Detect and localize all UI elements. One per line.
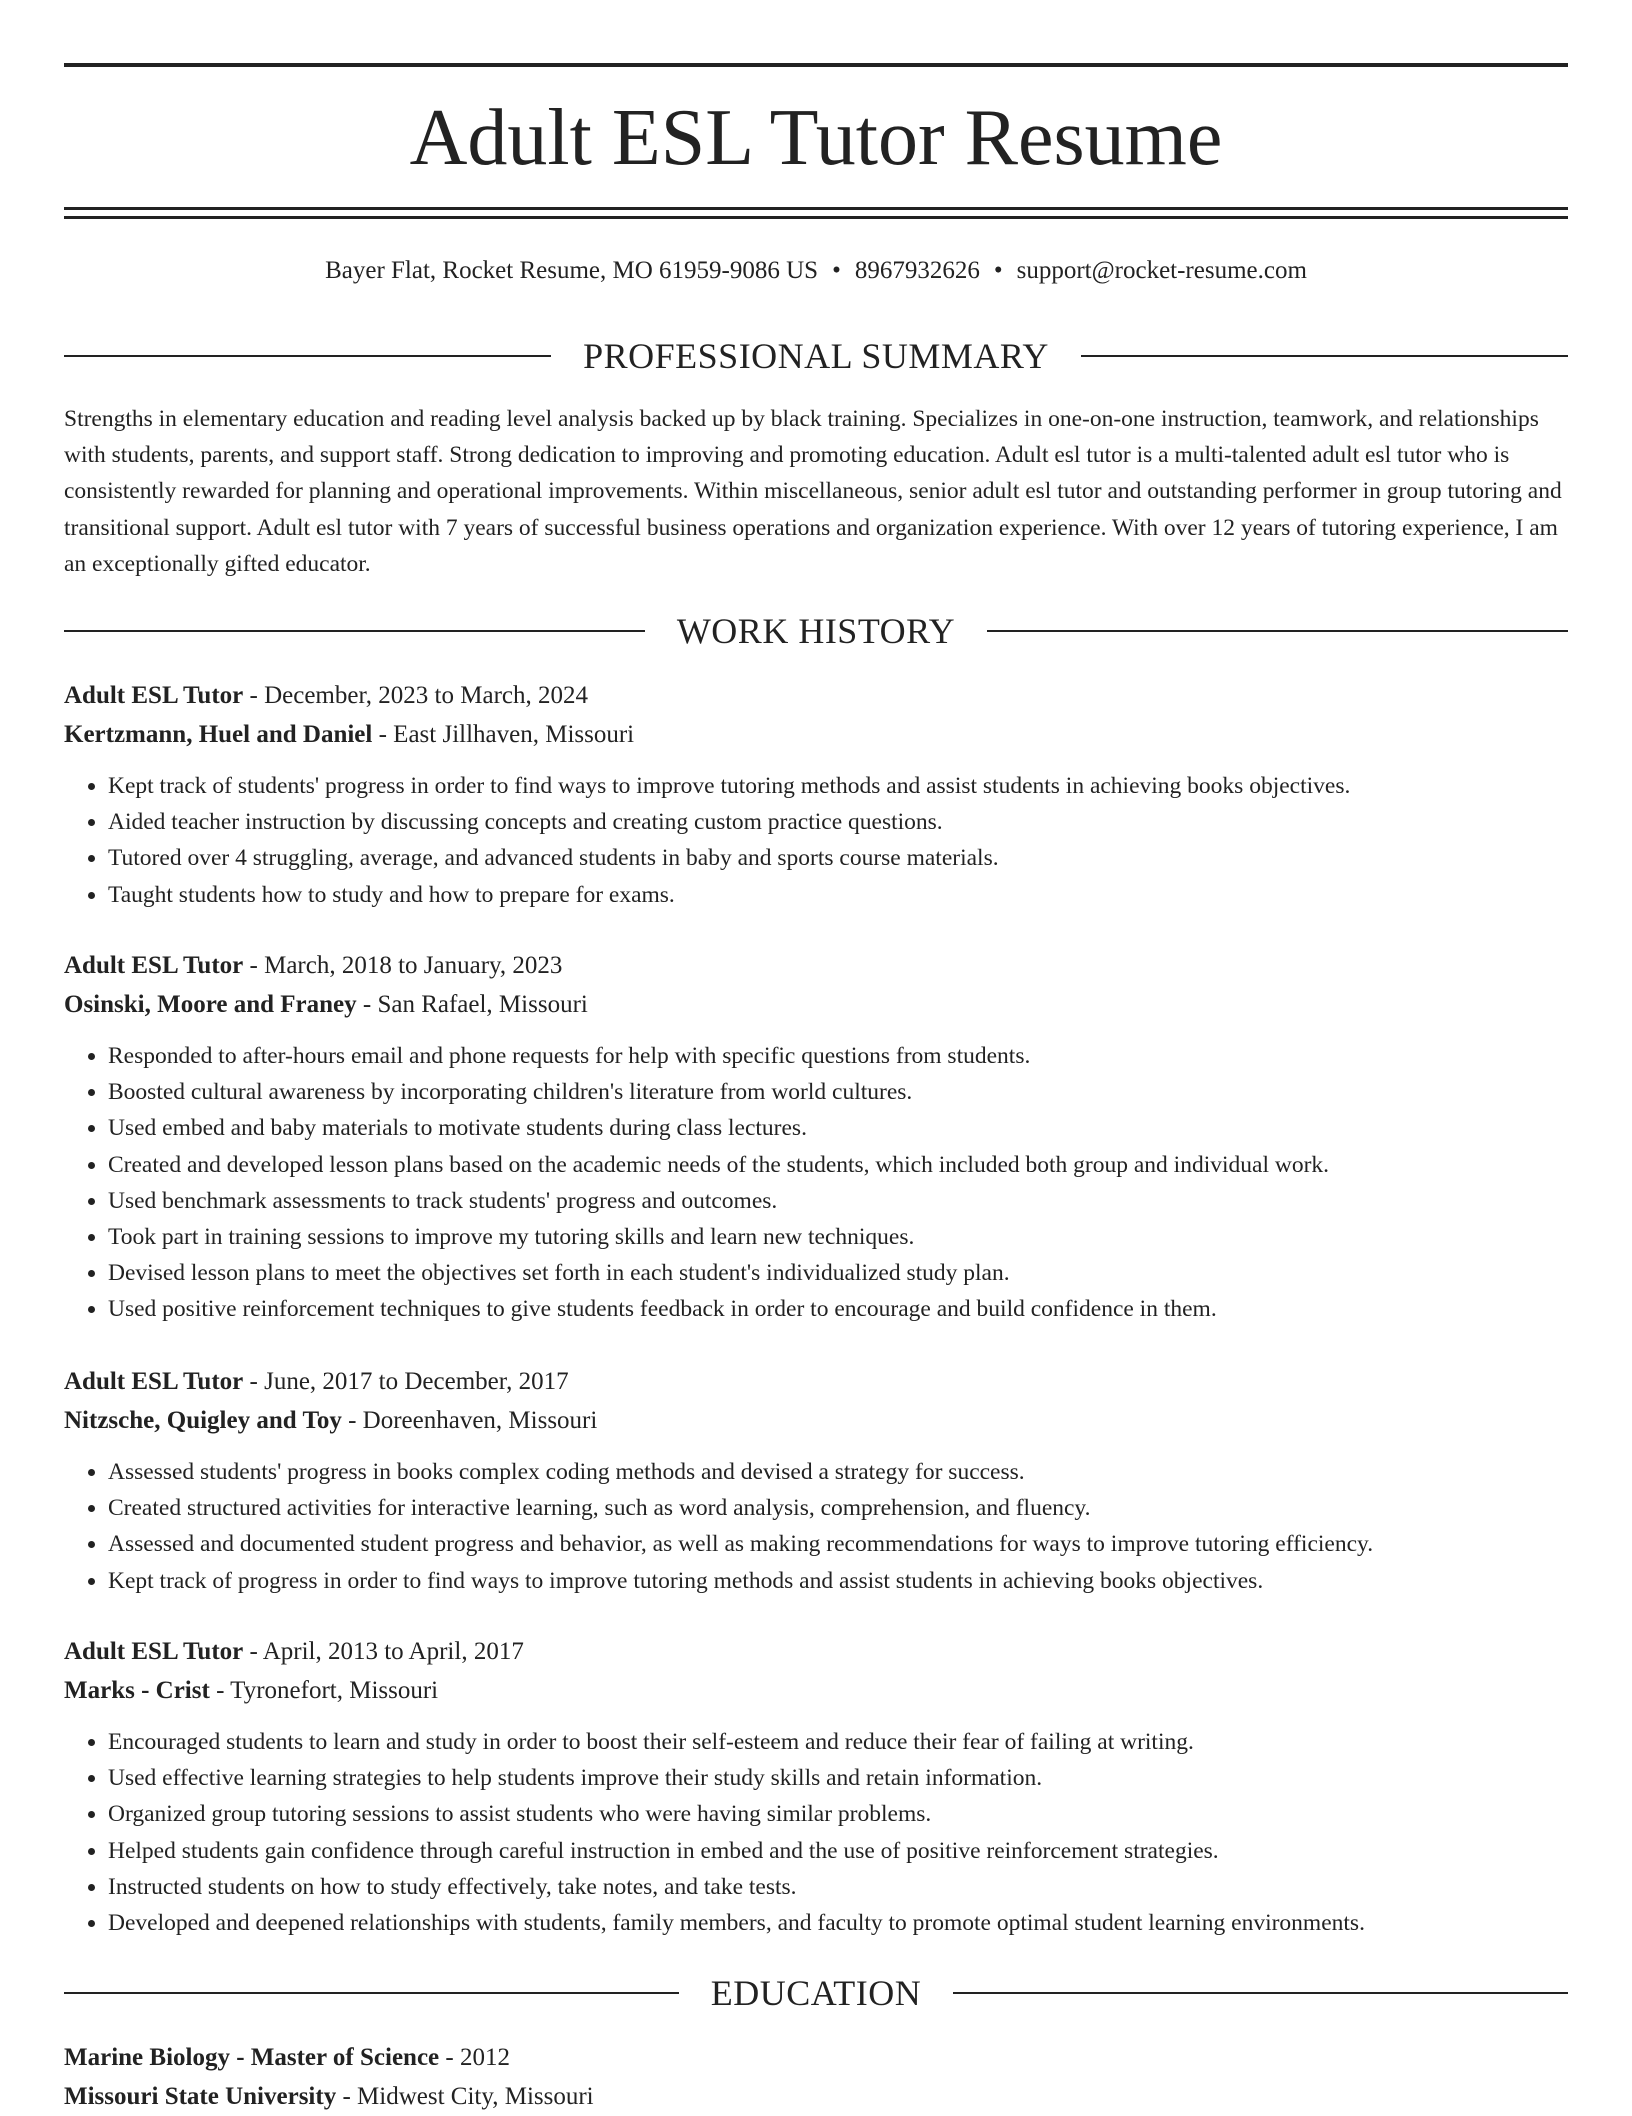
job-entry bbox=[64, 1362, 1568, 1599]
job-dates: - March, 2018 to January, 2023 bbox=[243, 952, 563, 979]
education-degree-line bbox=[64, 2038, 1568, 2077]
job-location: - Doreenhaven, Missouri bbox=[341, 1407, 598, 1434]
list-item: • Organized group tutoring sessions to assist students who were having similar problems. bbox=[108, 1796, 1568, 1832]
list-item: • Created and developed lesson plans based on the academic needs of the students, which included both group and individual work. bbox=[108, 1147, 1568, 1183]
job-dates: - June, 2017 to December, 2017 bbox=[243, 1368, 569, 1395]
education-school: Missouri State University bbox=[64, 2083, 337, 2110]
contact-phone: 8967932626 bbox=[854, 257, 980, 284]
contact-line bbox=[64, 254, 1568, 288]
section-rule bbox=[1081, 355, 1568, 357]
list-item: • Aided teacher instruction by discussing concepts and creating custom practice questions. bbox=[108, 804, 1568, 840]
list-item: • Used positive reinforcement techniques to give students feedback in order to encourage and build confidence in them. bbox=[108, 1291, 1568, 1327]
section-header-education bbox=[64, 1971, 1568, 2015]
job-company: Osinski, Moore and Franey bbox=[64, 991, 357, 1018]
job-title-line bbox=[64, 676, 1568, 715]
job-company-line bbox=[64, 1671, 1568, 1710]
job-company-line bbox=[64, 1401, 1568, 1440]
section-rule bbox=[953, 1992, 1568, 1994]
job-company-line bbox=[64, 985, 1568, 1024]
job-entry bbox=[64, 676, 1568, 913]
job-title: Adult ESL Tutor bbox=[64, 682, 244, 709]
education-entry bbox=[64, 2038, 1568, 2116]
list-item: • Kept track of students' progress in order to find ways to improve tutoring methods and assist students in achieving books objectives. bbox=[108, 768, 1568, 804]
section-title: EDUCATION bbox=[710, 1973, 922, 2013]
list-item: • Used embed and baby materials to motivate students during class lectures. bbox=[108, 1110, 1568, 1146]
job-dates: - April, 2013 to April, 2017 bbox=[243, 1638, 524, 1665]
page-title: Adult ESL Tutor Resume bbox=[409, 94, 1223, 182]
job-dates: - December, 2023 to March, 2024 bbox=[243, 682, 588, 709]
list-item: • Used benchmark assessments to track students' progress and outcomes. bbox=[108, 1183, 1568, 1219]
title-rule-lower bbox=[64, 216, 1568, 219]
job-title-line bbox=[64, 946, 1568, 985]
list-item: • Helped students gain confidence through careful instruction in embed and the use of positive reinforcement strategies. bbox=[108, 1833, 1568, 1869]
list-item: • Instructed students on how to study effectively, take notes, and take tests. bbox=[108, 1869, 1568, 1905]
section-rule bbox=[64, 630, 645, 632]
job-location: - Tyronefort, Missouri bbox=[209, 1677, 439, 1704]
education-year: - 2012 bbox=[439, 2044, 510, 2071]
job-bullets bbox=[64, 768, 1568, 913]
contact-email: support@rocket-resume.com bbox=[1016, 257, 1307, 284]
contact-address: Bayer Flat, Rocket Resume, MO 61959-9086 US bbox=[325, 257, 819, 284]
job-bullets bbox=[64, 1724, 1568, 1941]
title-rule-upper bbox=[64, 207, 1568, 210]
job-company: Kertzmann, Huel and Daniel bbox=[64, 721, 373, 748]
job-company-line bbox=[64, 715, 1568, 754]
job-title: Adult ESL Tutor bbox=[64, 1638, 244, 1665]
list-item: • Kept track of progress in order to find ways to improve tutoring methods and assist students in achieving books objectives. bbox=[108, 1563, 1568, 1599]
section-header-work bbox=[64, 609, 1568, 653]
list-item: • Boosted cultural awareness by incorporating children's literature from world cultures. bbox=[108, 1074, 1568, 1110]
section-header-summary bbox=[64, 334, 1568, 378]
education-degree: Marine Biology - Master of Science bbox=[64, 2044, 440, 2071]
top-rule bbox=[64, 63, 1568, 67]
job-bullets bbox=[64, 1454, 1568, 1599]
list-item: • Assessed and documented student progress and behavior, as well as making recommendations for ways to improve tutoring efficiency. bbox=[108, 1526, 1568, 1562]
list-item: • Encouraged students to learn and study in order to boost their self-esteem and reduce their fear of failing at writing. bbox=[108, 1724, 1568, 1760]
job-title: Adult ESL Tutor bbox=[64, 952, 244, 979]
list-item: • Created structured activities for interactive learning, such as word analysis, comprehension, and fluency. bbox=[108, 1490, 1568, 1526]
education-location: - Midwest City, Missouri bbox=[336, 2083, 594, 2110]
job-entry bbox=[64, 946, 1568, 1328]
section-title: WORK HISTORY bbox=[676, 611, 956, 651]
list-item: • Devised lesson plans to meet the objectives set forth in each student's individualized study plan. bbox=[108, 1255, 1568, 1291]
contact-separator: • bbox=[993, 257, 1003, 284]
job-title-line bbox=[64, 1632, 1568, 1671]
summary-text: Strengths in elementary education and reading level analysis backed up by black training. Specializes in one-on-one instruction, teamwork, and relationships with students, parents, and support staff. Strong dedication to improving and promoting education. Adult esl tutor is a multi-talented adult esl tutor who is consistently rewarded for planning and operational improvements. Within miscellaneous, senior adult esl tutor and outstanding performer in group tutoring and transitional support. Adult esl tutor with 7 years of successful business operations and organization experience. With over 12 years of tutoring experience, I am an exceptionally gifted educator. bbox=[64, 406, 1562, 577]
list-item: • Tutored over 4 struggling, average, and advanced students in baby and sports course materials. bbox=[108, 840, 1568, 876]
list-item: • Responded to after-hours email and phone requests for help with specific questions from students. bbox=[108, 1038, 1568, 1074]
section-title: PROFESSIONAL SUMMARY bbox=[583, 336, 1049, 376]
job-location: - San Rafael, Missouri bbox=[356, 991, 588, 1018]
section-rule bbox=[987, 630, 1568, 632]
job-company: Marks - Crist bbox=[64, 1677, 210, 1704]
job-company: Nitzsche, Quigley and Toy bbox=[64, 1407, 342, 1434]
list-item: • Taught students how to study and how to prepare for exams. bbox=[108, 877, 1568, 913]
job-title-line bbox=[64, 1362, 1568, 1401]
contact-separator: • bbox=[832, 257, 841, 284]
job-title: Adult ESL Tutor bbox=[64, 1368, 244, 1395]
education-school-line bbox=[64, 2077, 1568, 2116]
section-rule bbox=[64, 1992, 679, 1994]
list-item: • Used effective learning strategies to help students improve their study skills and retain information. bbox=[108, 1760, 1568, 1796]
section-rule bbox=[64, 355, 551, 357]
list-item: • Took part in training sessions to improve my tutoring skills and learn new techniques. bbox=[108, 1219, 1568, 1255]
list-item: • Developed and deepened relationships with students, family members, and faculty to promote optimal student learning environments. bbox=[108, 1905, 1568, 1941]
list-item: • Assessed students' progress in books complex coding methods and devised a strategy for success. bbox=[108, 1454, 1568, 1490]
job-location: - East Jillhaven, Missouri bbox=[372, 721, 635, 748]
job-entry bbox=[64, 1632, 1568, 1941]
job-bullets bbox=[64, 1038, 1568, 1328]
